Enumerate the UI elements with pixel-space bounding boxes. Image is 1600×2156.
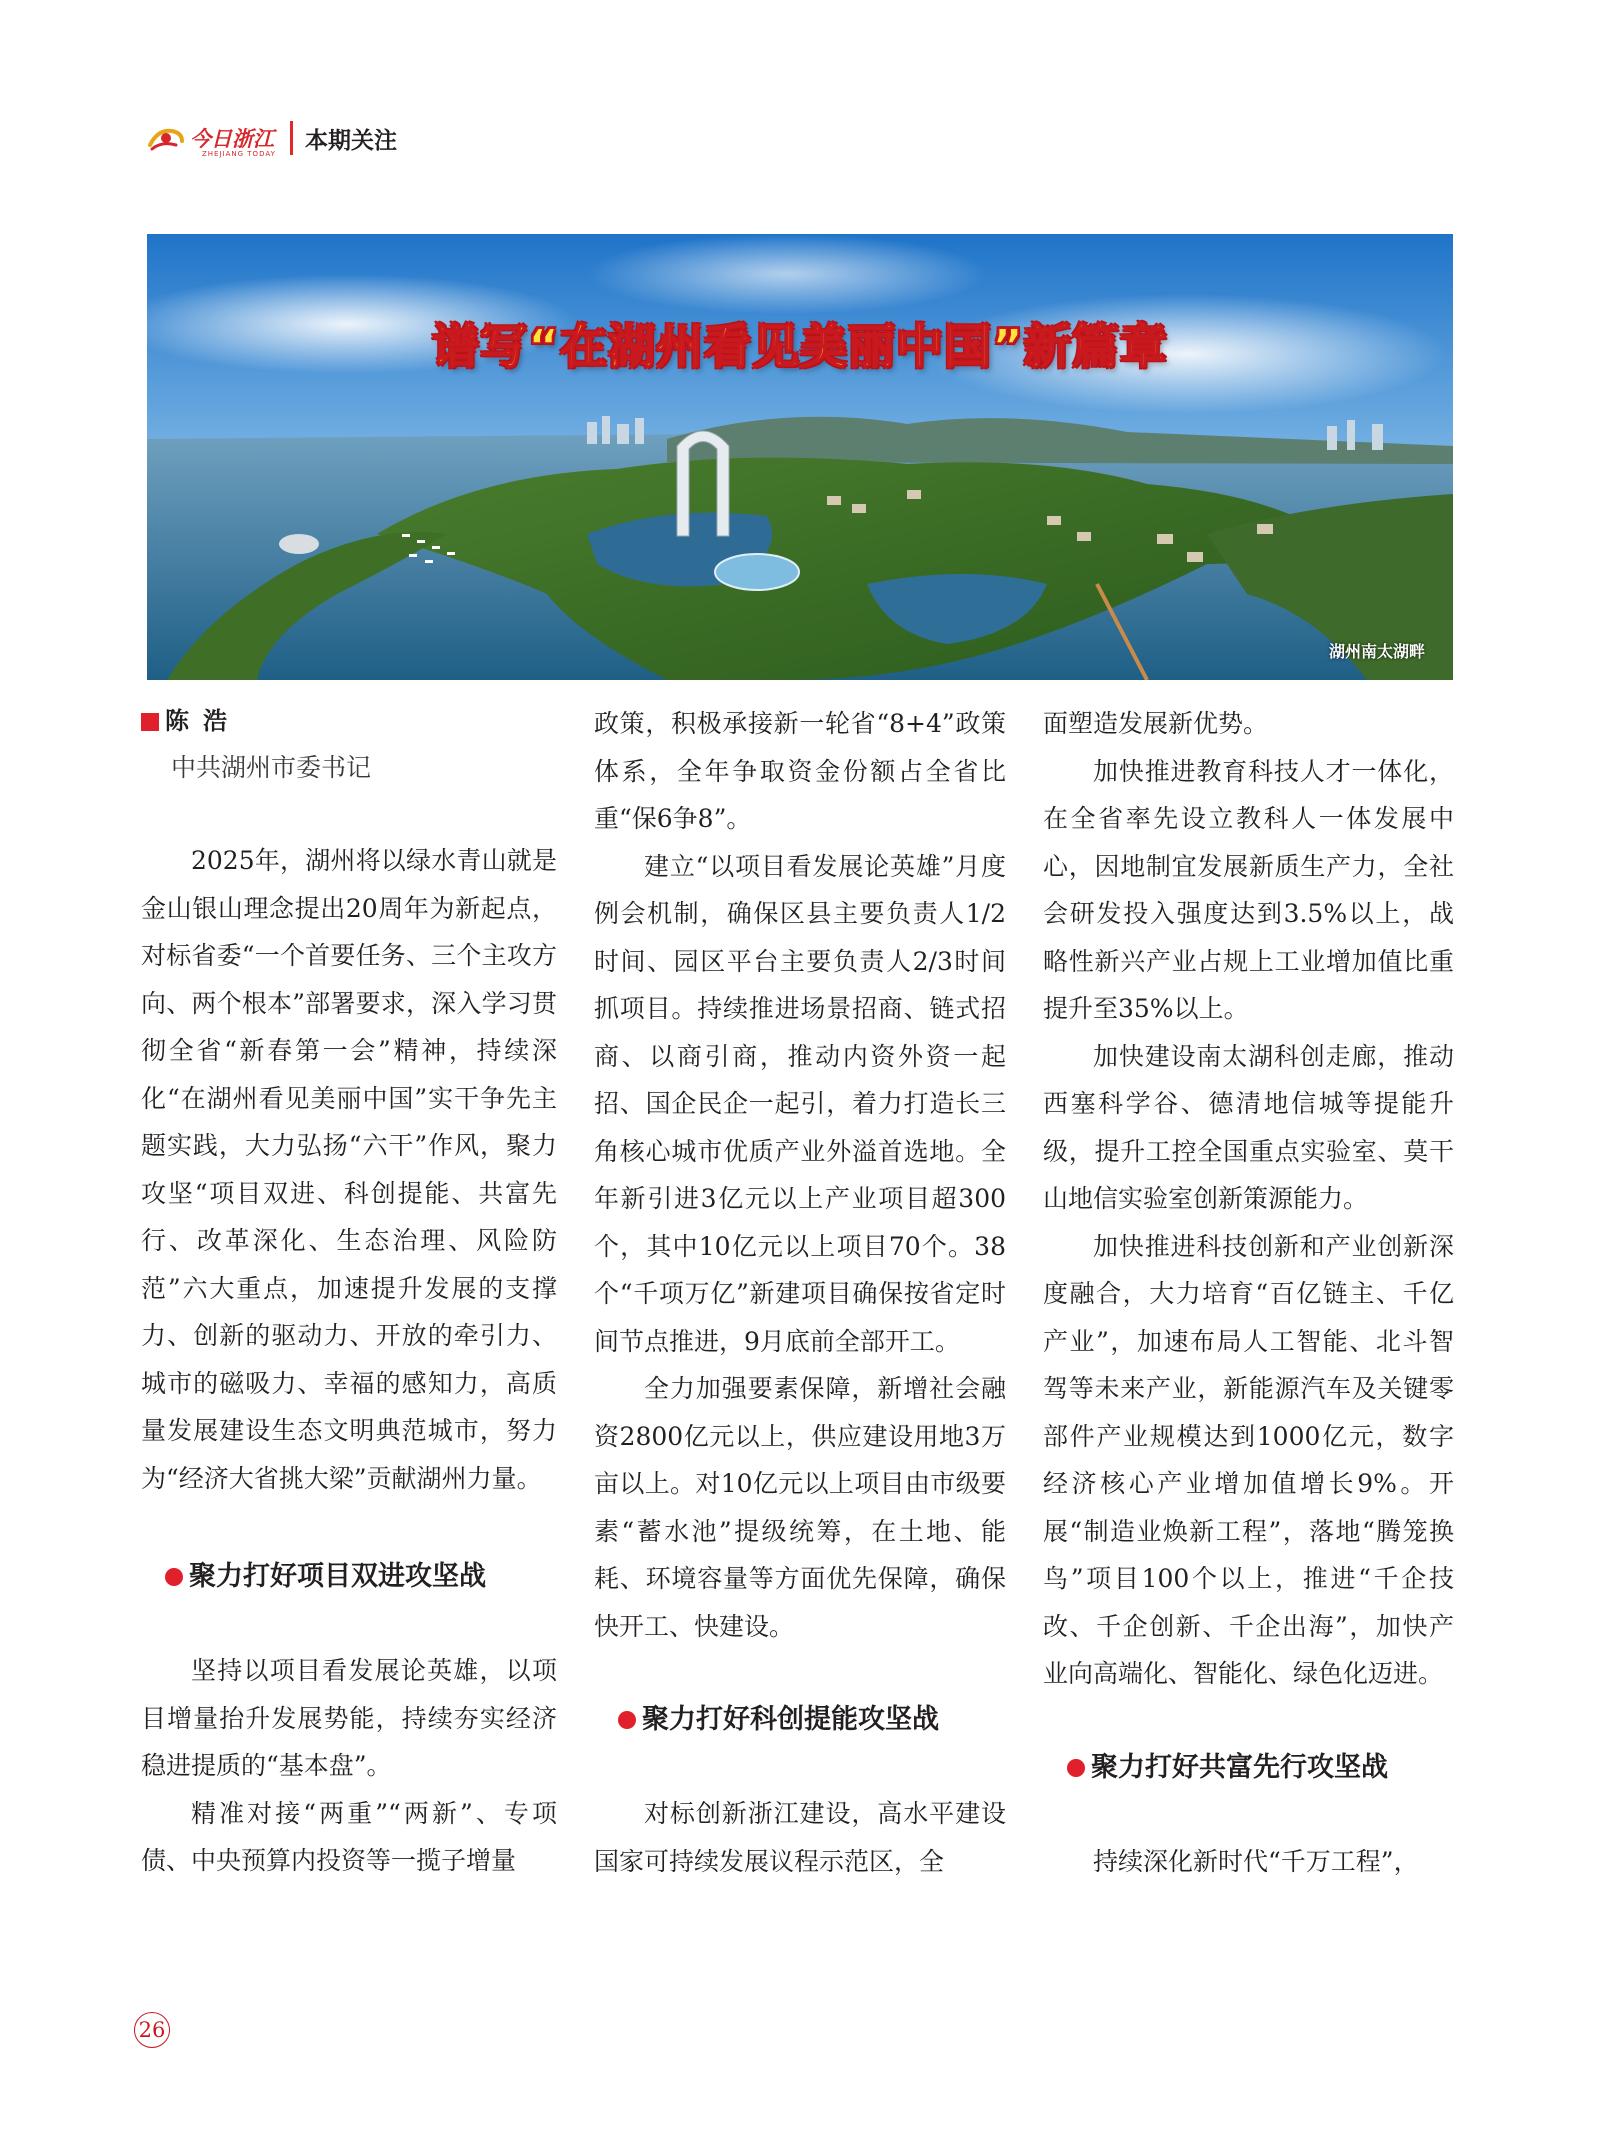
sun-wave-logo-icon [146,123,186,153]
section-heading-text: 聚力打好科创提能攻坚战 [642,1704,939,1736]
red-dot-icon [1067,1759,1085,1777]
author-line [141,700,557,744]
spacer [141,1502,557,1547]
red-square-icon [141,713,159,731]
article-column-3 [1043,700,1454,1885]
magazine-logo [146,123,274,153]
author-title: 中共湖州市委书记 [171,753,372,782]
body-paragraph: 加快推进教育科技人才一体化，在全省率先设立教科人一体发展中心，因地制宜发展新质生产力，全社会研发投入强度达到3.5%以上，战略性新兴产业占规上工业增加值比重提升至35%以上。 [1043,756,1454,1023]
body-paragraph: 2025年，湖州将以绿水青山就是金山银山理念提出20周年为新起点，对标省委“一个首要任务、三个主攻方向、两个根本”部署要求，深入学习贯彻全省“新春第一会”精神，持续深化“在湖州看见美丽中国”实干争先主题实践，大力弘扬“六干”作风，聚力攻坚“项目双进、科创提能、共富先行、改革深化、生态治理、风险防范”六大重点，加速提升发展的支撑力、创新的驱动力、开放的牵引力、城市的磁吸力、幸福的感知力，高质量发展建设生态文明典范城市，努力为“经济大省挑大梁”贡献湖州力量。 [141,846,557,1493]
body-paragraph: 加快推进科技创新和产业创新深度融合，大力培育“百亿链主、千亿产业”，加速布局人工智能、北斗智驾等未来产业，新能源汽车及关键零部件产业规模达到1000亿元，数字经济核心产业增加值增长9%。开展“制造业焕新工程”，落地“腾笼换鸟”项目100个以上，推进“千企技改、千企创新、千企出海”，加快产业向高端化、智能化、绿色化迈进。 [1043,1231,1454,1688]
spacer [1043,1798,1454,1838]
section-heading-text: 聚力打好项目双进攻坚战 [189,1561,486,1593]
body-paragraph: 全力加强要素保障，新增社会融资2800亿元以上，供应建设用地3万亩以上。对10亿元以上项目由市级要素“蓄水池”提级统筹，在土地、能耗、环境容量等方面优先保障，确保快开工、快建设。 [594,1374,1006,1641]
banner-title: 谱写“在湖州看见美丽中国”新篇章 [432,320,1168,375]
section-title: 本期关注 [305,127,397,154]
section-heading [141,1547,557,1607]
body-paragraph: 建立“以项目看发展论英雄”月度例会机制，确保区县主要负责人1/2时间、园区平台主要负责人2/3时间抓项目。持续推进场景招商、链式招商、以商引商，推动内资外资一起招、国企民企一起引，着力打造长三角核心城市优质产业外溢首选地。全年新引进3亿元以上产业项目超300个，其中10亿元以上项目70个。38个“千项万亿”新建项目确保按省定时间节点推进，9月底前全部开工。 [594,851,1006,1356]
body-paragraph: 面塑造发展新优势。 [1043,709,1269,738]
photo-caption: 湖州南太湖畔 [1328,642,1425,661]
red-dot-icon [165,1568,183,1586]
article-column-2 [594,700,1006,1885]
page-header [146,118,397,158]
body-paragraph: 持续深化新时代“千万工程”， [1093,1846,1419,1876]
body-paragraph: 政策，积极承接新一轮省“8+4”政策体系，全年争取资金份额占全省比重“保6争8”。 [594,709,1006,833]
lake-aerial-photo [147,234,1453,680]
logo-text: 今日浙江 [190,125,274,151]
header-divider [290,121,293,155]
author-name: 陈浩 [165,707,241,736]
spacer [594,1750,1006,1790]
section-heading-text: 聚力打好共富先行攻坚战 [1091,1751,1388,1783]
red-dot-icon [618,1711,636,1729]
section-heading [594,1690,1006,1750]
article-column-1 [141,700,557,1885]
spacer [141,792,557,837]
body-paragraph: 加快建设南太湖科创走廊，推动西塞科学谷、德清地信城等提能升级，提升工控全国重点实验室、莫干山地信实验室创新策源能力。 [1043,1041,1454,1213]
spacer [141,1607,557,1647]
body-paragraph: 坚持以项目看发展论英雄，以项目增量抬升发展势能，持续夯实经济稳进提质的“基本盘”。 [141,1656,557,1780]
banner-photo [147,234,1453,680]
spacer [1043,1698,1454,1738]
page-number: 26 [134,2012,170,2048]
logo-subtext: ZHEJIANG TODAY [202,150,276,158]
body-paragraph: 精准对接“两重”“两新”、专项债、中央预算内投资等一揽子增量 [141,1798,557,1875]
spacer [594,1650,1006,1690]
body-paragraph: 对标创新浙江建设，高水平建设国家可持续发展议程示范区，全 [594,1799,1006,1876]
section-heading [1043,1738,1454,1798]
